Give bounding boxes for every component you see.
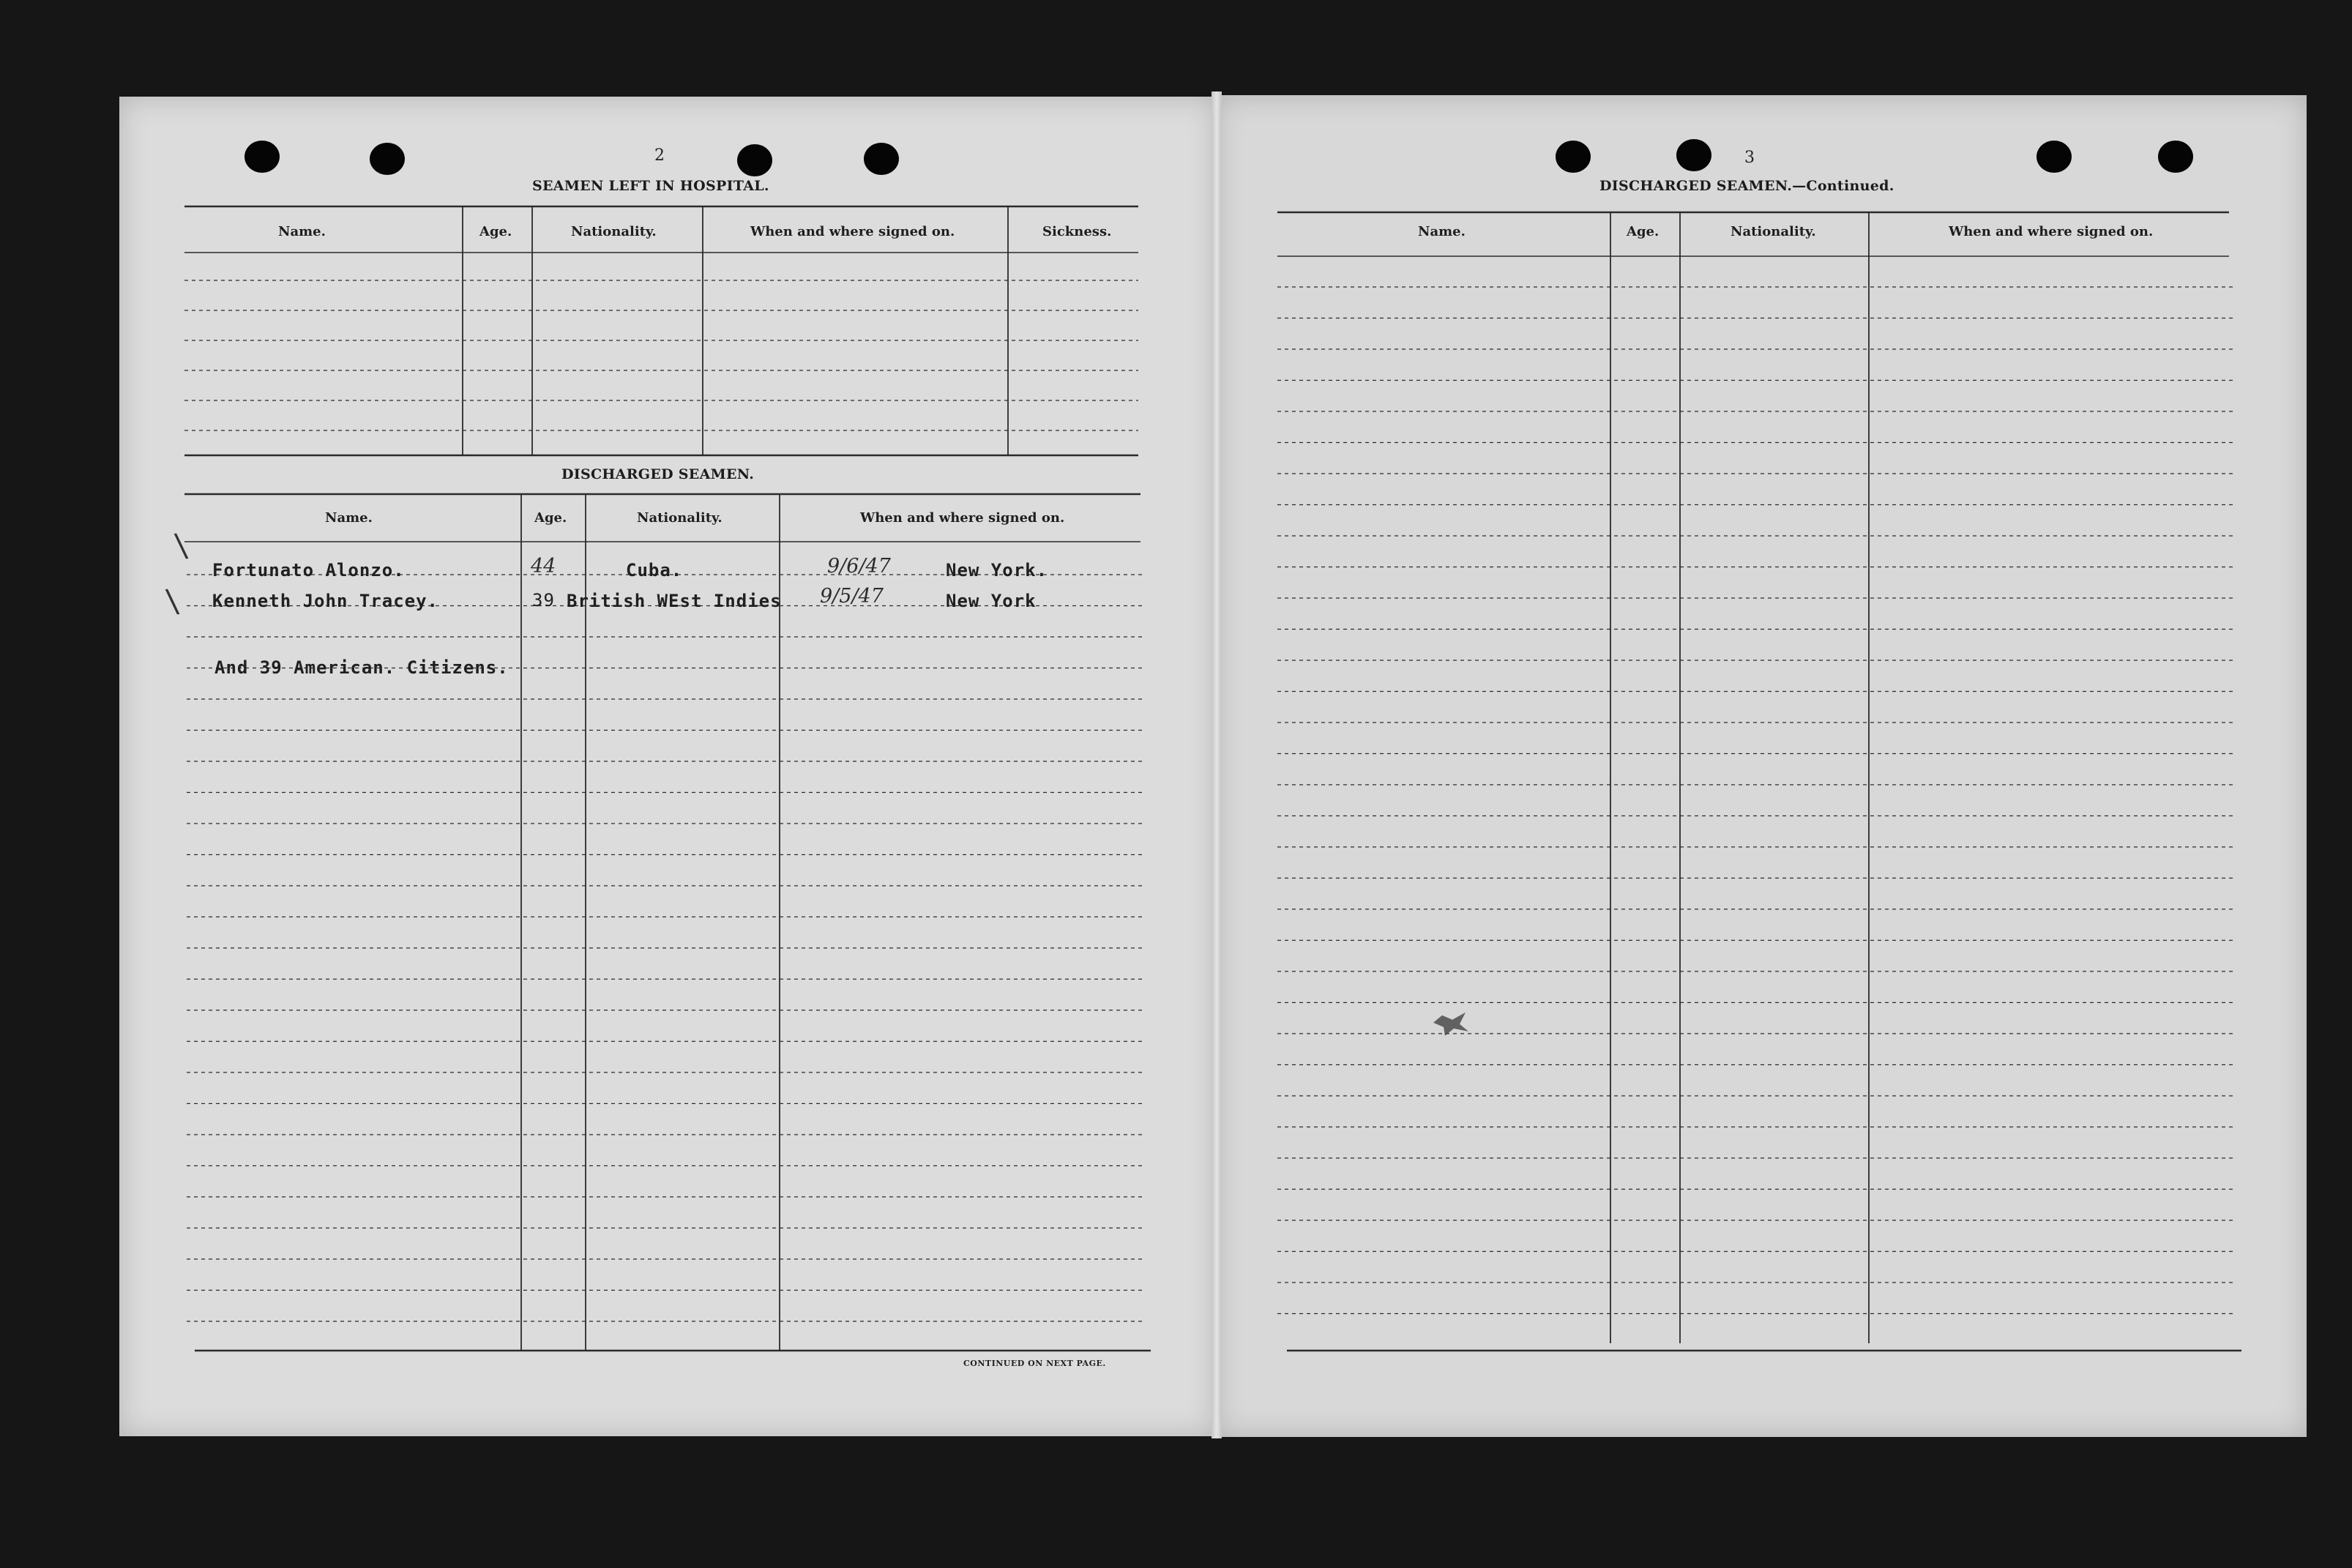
page-number-right: 3 <box>1744 149 1755 167</box>
table-row-name: Fortunato Alonzo. <box>212 560 405 580</box>
table-row-age: 44 <box>531 555 556 578</box>
ink-smudge <box>1427 1007 1471 1039</box>
table-row-nationality: British WEst Indies <box>567 591 782 611</box>
table-row-nationality: Cuba. <box>626 560 683 580</box>
right-col-age: Age. <box>1627 224 1660 239</box>
checkmark: \ <box>173 526 190 565</box>
checkmark: \ <box>164 582 181 621</box>
discharged-col-name: Name. <box>325 510 373 526</box>
discharged-col-signed-on: When and where signed on. <box>860 510 1065 526</box>
right-section-title: DISCHARGED SEAMEN.—Continued. <box>1599 178 1894 194</box>
hospital-col-sickness: Sickness. <box>1042 224 1112 239</box>
hospital-col-age: Age. <box>479 224 512 239</box>
discharged-section-title: DISCHARGED SEAMEN. <box>561 466 755 482</box>
hospital-col-name: Name. <box>278 224 326 239</box>
discharged-col-nationality: Nationality. <box>637 510 723 526</box>
table-row-date: 9/6/47 <box>827 555 891 578</box>
table-row-date: 9/5/47 <box>820 585 884 608</box>
hospital-col-signed-on: When and where signed on. <box>750 224 955 239</box>
table-row-age: 39 <box>532 590 555 611</box>
table-row-place: New York <box>946 591 1037 611</box>
right-col-signed-on: When and where signed on. <box>1949 224 2154 239</box>
hospital-section-title: SEAMEN LEFT IN HOSPITAL. <box>532 178 769 194</box>
crew-note: And 39 American. Citizens. <box>214 657 509 678</box>
right-col-nationality: Nationality. <box>1731 224 1816 239</box>
table-row-place: New York. <box>946 560 1048 580</box>
table-row-name: Kenneth John Tracey. <box>212 591 438 611</box>
page-number-left: 2 <box>654 146 665 165</box>
right-col-name: Name. <box>1418 224 1466 239</box>
discharged-col-age: Age. <box>534 510 567 526</box>
hospital-col-nationality: Nationality. <box>571 224 657 239</box>
continued-footer: CONTINUED ON NEXT PAGE. <box>963 1359 1106 1368</box>
